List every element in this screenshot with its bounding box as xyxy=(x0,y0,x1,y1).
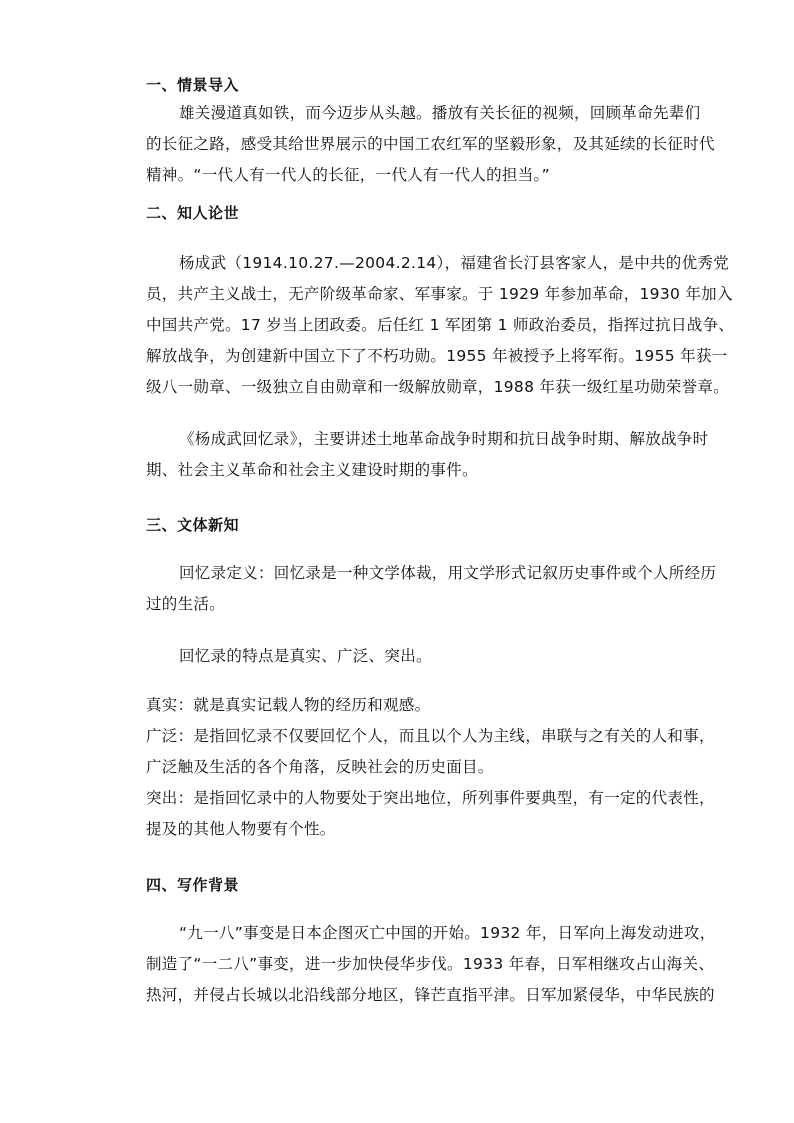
paragraph-line: 《杨成武回忆录》，主要讲述土地革命战争时期和抗日战争时期、解放战争时 xyxy=(179,430,709,448)
definition-paragraph xyxy=(146,558,736,620)
paragraph-line: 精神。“一代人有一代人的长征，一代人有一代人的担当。” xyxy=(146,166,550,184)
section-heading-author: 二、知人论世 xyxy=(146,204,240,222)
section-heading-genre: 三、文体新知 xyxy=(146,516,240,534)
paragraph-line: 提及的其他人物要有个性。 xyxy=(146,820,336,838)
paragraph-line: 杨成武（1914.10.27.—2004.2.14），福建省长汀县客家人，是中共的优秀党 xyxy=(179,254,730,272)
paragraph-line: 解放战争，为创建新中国立下了不朽功勋。1955 年被授予上将军衔。1955 年获一 xyxy=(146,347,728,365)
paragraph-line: 回忆录定义：回忆录是一种文学体裁，用文学形式记叙历史事件或个人所经历 xyxy=(179,564,717,582)
author-bio-paragraph xyxy=(146,248,736,403)
feature-line-true: 真实：就是真实记载人物的经历和观感。 xyxy=(146,696,431,714)
paragraph-line: 雄关漫道真如铁，而今迈步从头越。播放有关长征的视频，回顾革命先辈们 xyxy=(179,104,701,122)
paragraph-line: 制造了“一二八”事变，进一步加快侵华步伐。1933 年春，日军相继攻占山海关、 xyxy=(146,955,715,973)
paragraph-line: 员，共产主义战士，无产阶级革命家、军事家。于 1929 年参加革命，1930 年加入 xyxy=(146,285,733,303)
feature-line-broad: 广泛：是指回忆录不仅要回忆个人，而且以个人为主线，串联与之有关的人和事， xyxy=(146,727,715,745)
section-heading-intro: 一、情景导入 xyxy=(146,76,240,94)
paragraph-line: “九一八”事变是日本企图灭亡中国的开始。1932 年，日军向上海发动进攻， xyxy=(179,924,716,942)
paragraph-line: 过的生活。 xyxy=(146,595,226,613)
features-paragraph xyxy=(146,641,736,672)
intro-paragraph xyxy=(146,98,736,191)
background-paragraph xyxy=(146,918,736,1011)
paragraph-line: 级八一勋章、一级独立自由勋章和一级解放勋章，1988 年获一级红星功勋荣誉章。 xyxy=(146,378,730,396)
memoir-book-paragraph xyxy=(146,424,736,486)
feature-line-prominent: 突出：是指回忆录中的人物要处于突出地位，所列事件要典型，有一定的代表性， xyxy=(146,789,715,807)
feature-details xyxy=(146,690,736,845)
section-heading-background: 四、写作背景 xyxy=(146,876,240,894)
paragraph-line: 回忆录的特点是真实、广泛、突出。 xyxy=(179,647,432,665)
paragraph-line: 热河，并侵占长城以北沿线部分地区，锋芒直指平津。日军加紧侵华，中华民族的 xyxy=(146,986,715,1004)
paragraph-line: 的长征之路，感受其给世界展示的中国工农红军的坚毅形象，及其延续的长征时代 xyxy=(146,135,715,153)
paragraph-line: 中国共产党。17 岁当上团政委。后任红 1 军团第 1 师政治委员，指挥过抗日战争、 xyxy=(146,316,735,334)
paragraph-line: 期、社会主义革命和社会主义建设时期的事件。 xyxy=(146,461,478,479)
paragraph-line: 广泛触及生活的各个角落，反映社会的历史面目。 xyxy=(146,758,494,776)
